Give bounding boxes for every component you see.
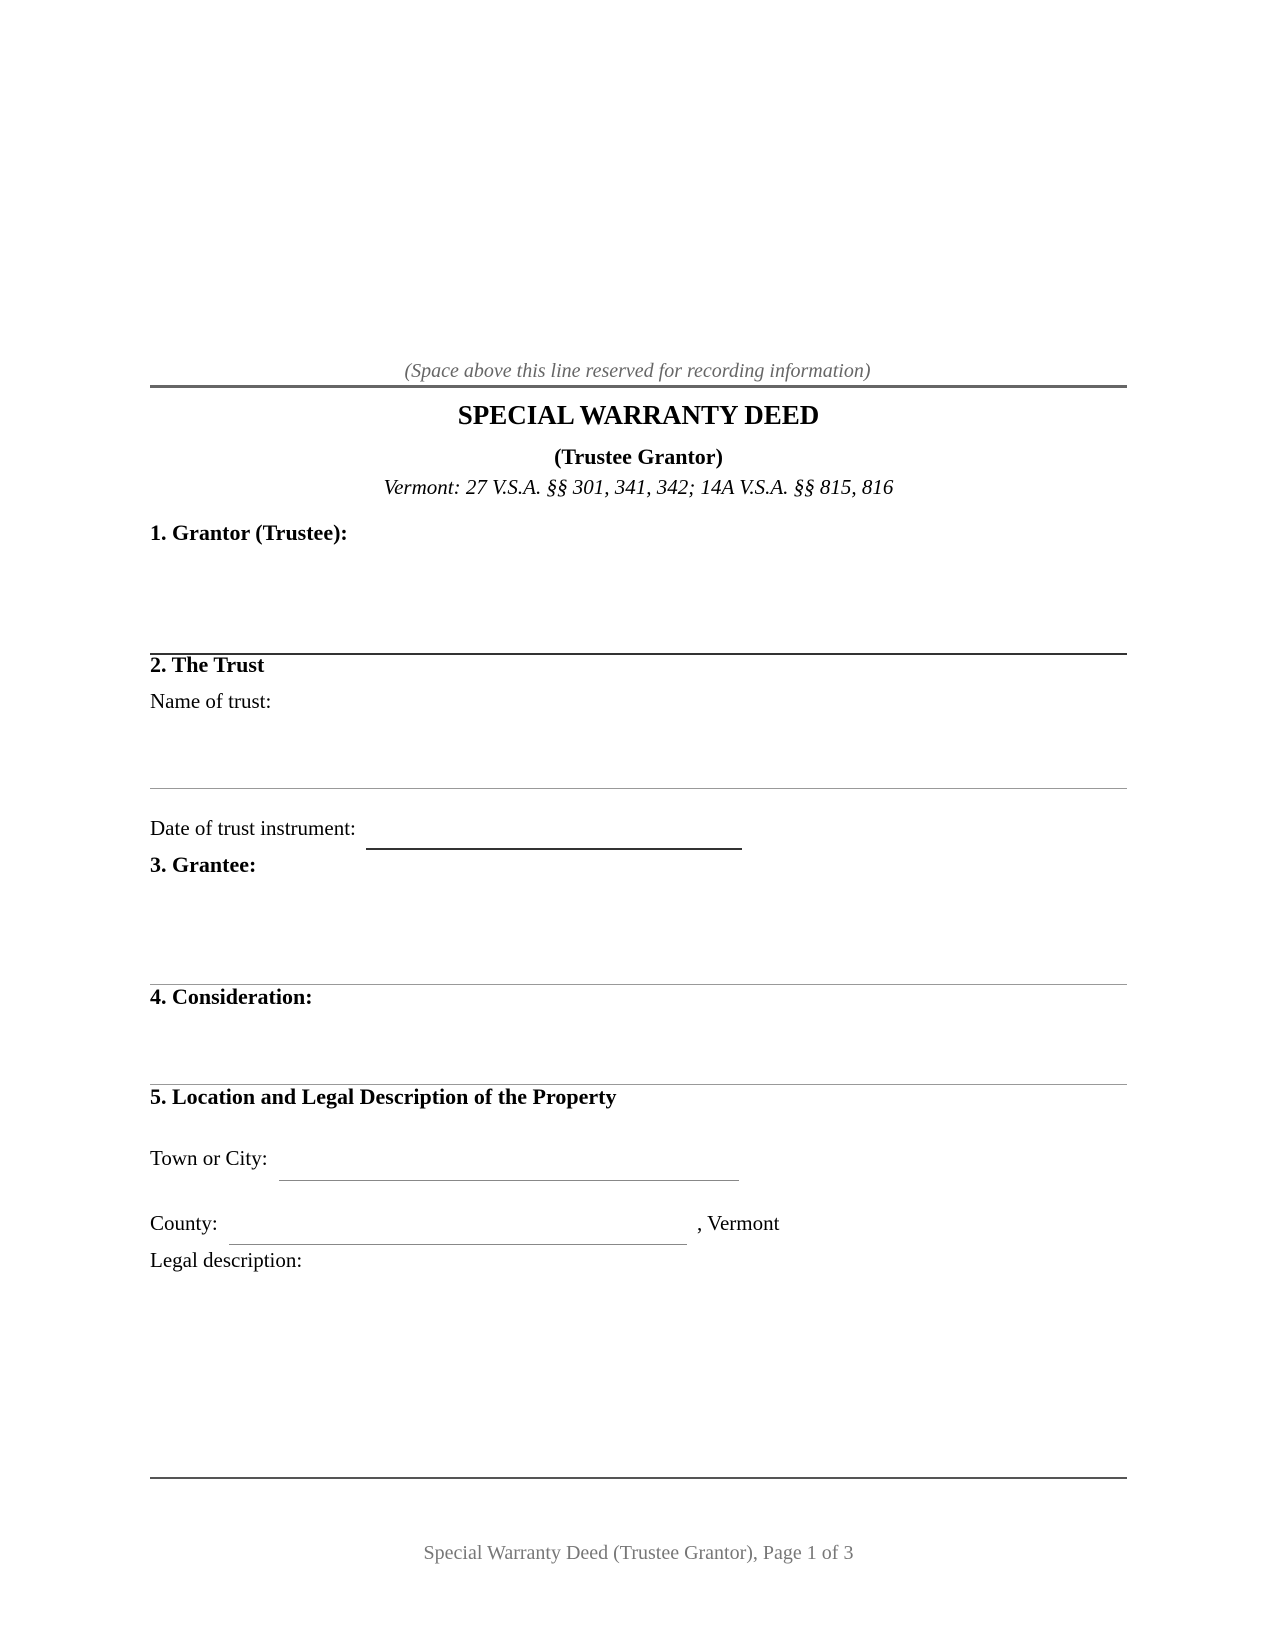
statute-citation: Vermont: 27 V.S.A. §§ 301, 341, 342; 14A V.S.A. §§ 815, 816	[383, 475, 894, 499]
trust-date-field[interactable]	[366, 848, 742, 850]
consideration-field[interactable]	[150, 1012, 1127, 1082]
document-title: SPECIAL WARRANTY DEED	[457, 400, 820, 430]
county-field[interactable]	[229, 1244, 687, 1245]
trust-date-label: Date of trust instrument:	[150, 816, 356, 840]
grantor-field[interactable]	[150, 548, 1127, 652]
town-field[interactable]	[279, 1180, 739, 1181]
grantor-heading: 1. Grantor (Trustee):	[150, 520, 348, 545]
trust-name-field-line	[150, 788, 1127, 789]
recording-divider	[150, 385, 1127, 388]
town-label: Town or City:	[150, 1146, 268, 1170]
grantee-field[interactable]	[150, 882, 1127, 982]
trust-name-label: Name of trust:	[150, 689, 272, 713]
recording-note: (Space above this line reserved for recording information)	[404, 360, 871, 382]
county-suffix: , Vermont	[697, 1211, 780, 1235]
county-label: County:	[150, 1211, 218, 1235]
footer-divider	[150, 1477, 1127, 1479]
legal-description-label: Legal description:	[150, 1248, 303, 1272]
grantee-heading: 3. Grantee:	[150, 852, 257, 877]
legal-description-field[interactable]	[150, 1278, 1127, 1473]
grantor-field-line	[150, 653, 1127, 655]
document-subtitle: (Trustee Grantor)	[554, 444, 723, 469]
consideration-heading: 4. Consideration:	[150, 984, 313, 1009]
property-heading: 5. Location and Legal Description of the Property	[150, 1084, 617, 1109]
page-footer: Special Warranty Deed (Trustee Grantor), Page 1 of 3	[423, 1542, 854, 1564]
trust-name-field[interactable]	[150, 718, 1127, 786]
trust-heading: 2. The Trust	[150, 652, 265, 677]
